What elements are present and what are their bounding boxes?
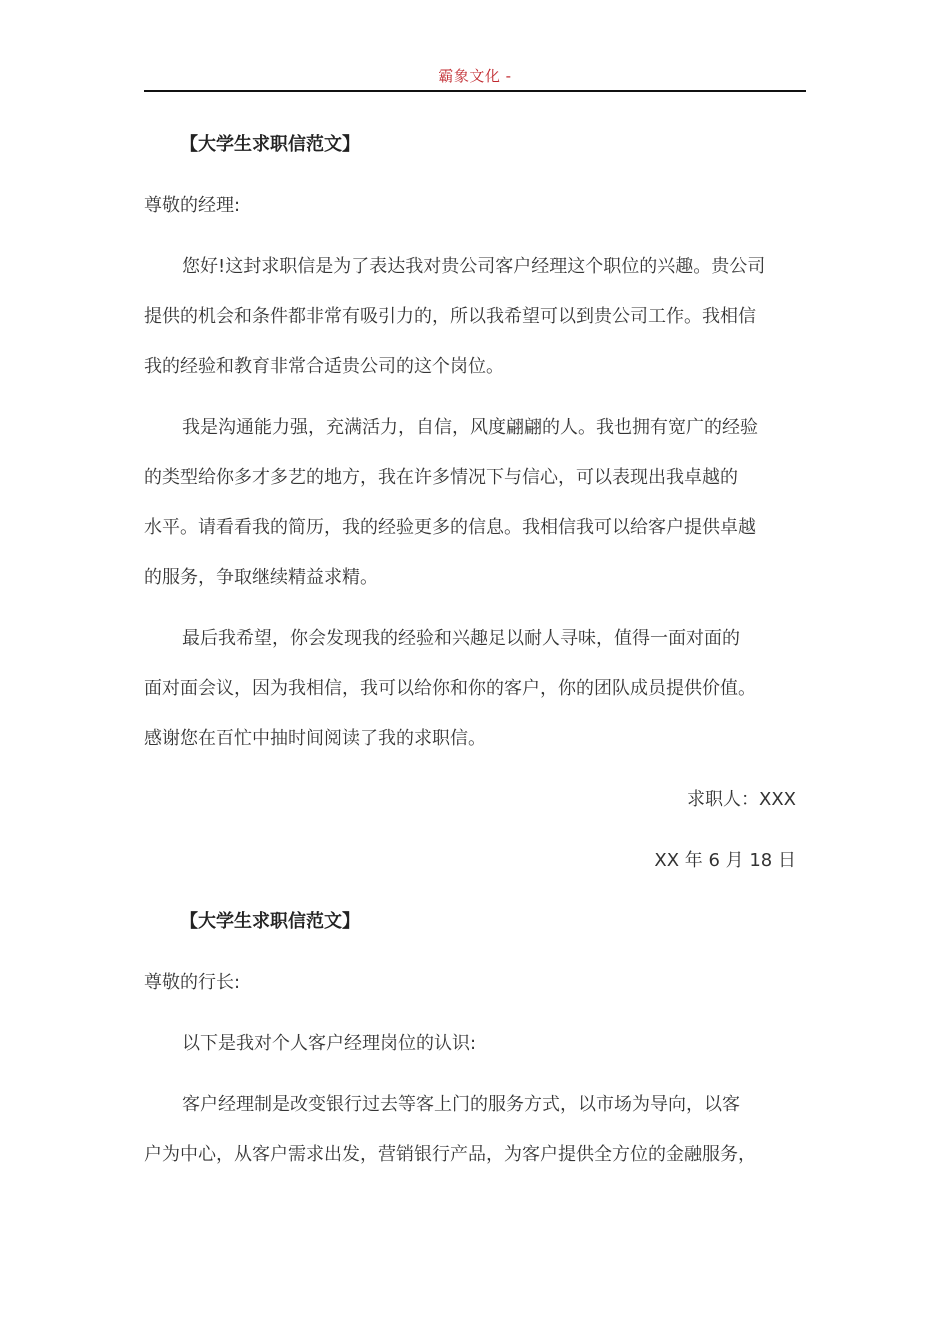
letter-1-date: XX 年 6 月 18 日: [654, 850, 796, 871]
paragraph-line: 水平。请看看我的简历，我的经验更多的信息。我相信我可以给客户提供卓越: [144, 517, 756, 538]
paragraph-line: 最后我希望，你会发现我的经验和兴趣足以耐人寻味，值得一面对面的: [182, 628, 740, 649]
paragraph-line: 面对面会议，因为我相信，我可以给你和你的客户，你的团队成员提供价值。: [144, 678, 756, 699]
paragraph-line: 提供的机会和条件都非常有吸引力的，所以我希望可以到贵公司工作。我相信: [144, 306, 756, 327]
paragraph-line: 户为中心，从客户需求出发，营销银行产品，为客户提供全方位的金融服务，: [144, 1144, 756, 1165]
letter-1-signature: 求职人：XXX: [687, 789, 796, 810]
paragraph-line: 我是沟通能力强，充满活力，自信，风度翩翩的人。我也拥有宽广的经验: [182, 417, 758, 438]
letter-1-salutation: 尊敬的经理:: [144, 195, 241, 216]
paragraph-line: 的服务，争取继续精益求精。: [144, 567, 378, 588]
letter-1-title: 【大学生求职信范文】: [180, 134, 360, 155]
letter-1-paragraph-1: [144, 242, 796, 392]
letter-2-intro: 以下是我对个人客户经理岗位的认识:: [182, 1033, 477, 1054]
document-body: [144, 120, 796, 1180]
page-header: [144, 62, 806, 92]
letter-2-salutation: 尊敬的行长:: [144, 972, 241, 993]
letter-2-paragraph-1: [144, 1080, 796, 1180]
paragraph-line: 的类型给你多才多艺的地方，我在许多情况下与信心，可以表现出我卓越的: [144, 467, 738, 488]
paragraph-line: 我的经验和教育非常合适贵公司的这个岗位。: [144, 356, 504, 377]
letter-1-paragraph-3: [144, 614, 796, 764]
letter-2-title: 【大学生求职信范文】: [180, 911, 360, 932]
header-text: 霸象文化 -: [438, 67, 512, 85]
paragraph-line: 您好!这封求职信是为了表达我对贵公司客户经理这个职位的兴趣。贵公司: [182, 256, 766, 277]
paragraph-line: 感谢您在百忙中抽时间阅读了我的求职信。: [144, 728, 486, 749]
letter-1-paragraph-2: [144, 403, 796, 603]
paragraph-line: 客户经理制是改变银行过去等客上门的服务方式，以市场为导向，以客: [182, 1094, 740, 1115]
